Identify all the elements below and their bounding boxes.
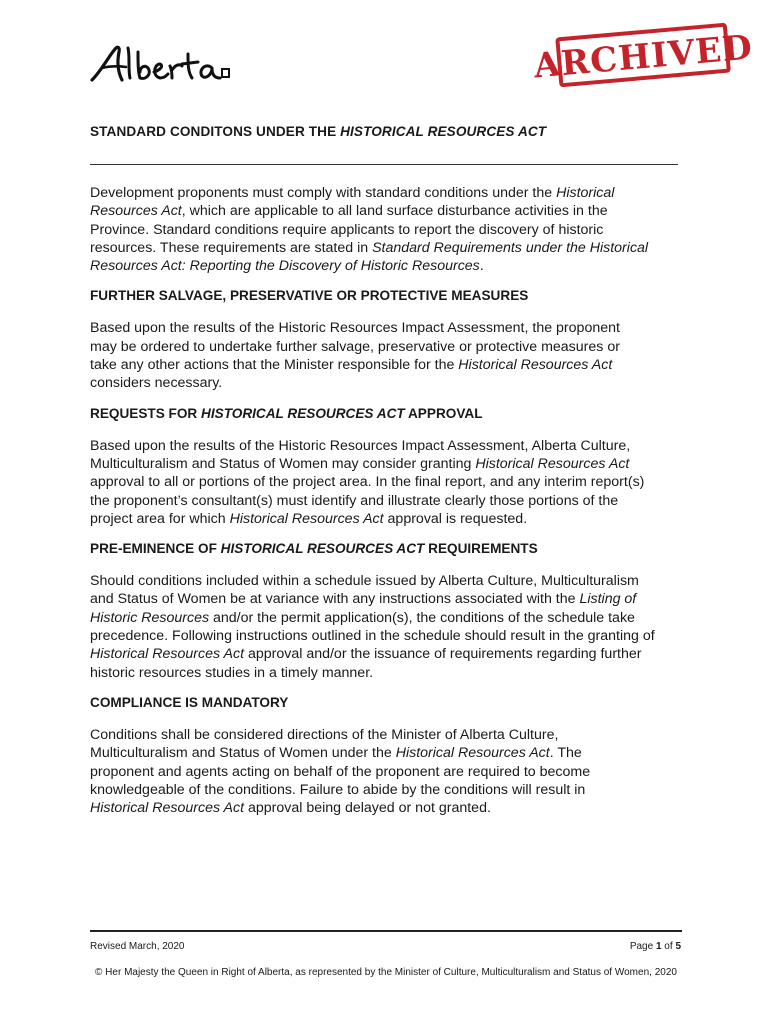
section-paragraph-salvage: Based upon the results of the Historic Resources Impact Assessment, the proponent may be ordered to undertake further salvage, preservative or protective measures or take any other actions that the Minister responsible for the Historical Resources Act considers necessary. — [90, 320, 620, 392]
svg-text:ARCHIVED: ARCHIVED — [532, 27, 755, 87]
section-paragraph-compliance: Conditions shall be considered directions of the Minister of Alberta Culture, Multiculturalism and Status of Women under the Historical Resources Act. The proponent and agents acting on behalf of the proponent are required to become knowledgeable of the conditions. Failure to abide by the conditions will result in Historical Resources Act approval being delayed or not granted. — [90, 726, 591, 817]
section-paragraph-approval: Based upon the results of the Historic Resources Impact Assessment, Alberta Culture, Multiculturalism and Status of Women may consider granting Historical Resources Act approval to all or portions of the project area. In the final report, and any interim report(s) the proponent’s consultant(s) must identify and illustrate clearly those portions of the project area for which Historical Resources Act approval is requested. — [90, 437, 645, 527]
document-body — [90, 184, 682, 829]
intro-paragraph: Development proponents must comply with standard conditions under the Historical Resources Act, which are applicable to all land surface disturbance activities in the Province. Standard conditions require applicants to report the discovery of historic resources. These requirements are stated in Standard Requirements under the Historical Resources Act: Reporting the Discovery of Historic Resources. — [90, 185, 649, 275]
section-paragraph-pre-eminence: Should conditions included within a schedule issued by Alberta Culture, Multiculturalism and Status of Women be at variance with any instructions associated with the Listing of Historic Resources and/or the permit application(s), the conditions of the schedule take precedence. Following instructions outlined in the schedule should result in the granting of Historical Resources Act approval and/or the issuance of requirements regarding further historic resources studies in a timely manner. — [90, 573, 655, 681]
section-heading-approval: REQUESTS FOR HISTORICAL RESOURCES ACT APPROVAL — [90, 405, 483, 421]
document-title: STANDARD CONDITONS UNDER THE HISTORICAL RESOURCES ACT — [90, 124, 547, 139]
section-heading-salvage: FURTHER SALVAGE, PRESERVATIVE OR PROTECTIVE MEASURES — [90, 288, 529, 304]
title-divider — [90, 164, 678, 165]
section-heading-compliance: COMPLIANCE IS MANDATORY — [90, 694, 289, 710]
footer-divider — [90, 930, 682, 932]
page-number: Page 1 of 5 — [629, 941, 681, 952]
revision-date: Revised March, 2020 — [90, 941, 185, 952]
section-heading-pre-eminence: PRE-EMINENCE OF HISTORICAL RESOURCES ACT REQUIREMENTS — [90, 541, 538, 557]
archived-stamp — [532, 22, 755, 87]
alberta-logo — [88, 40, 238, 96]
copyright-notice: © Her Majesty the Queen in Right of Alberta, as represented by the Minister of Culture, Multiculturalism and Status of Women, 2020 — [95, 967, 677, 978]
